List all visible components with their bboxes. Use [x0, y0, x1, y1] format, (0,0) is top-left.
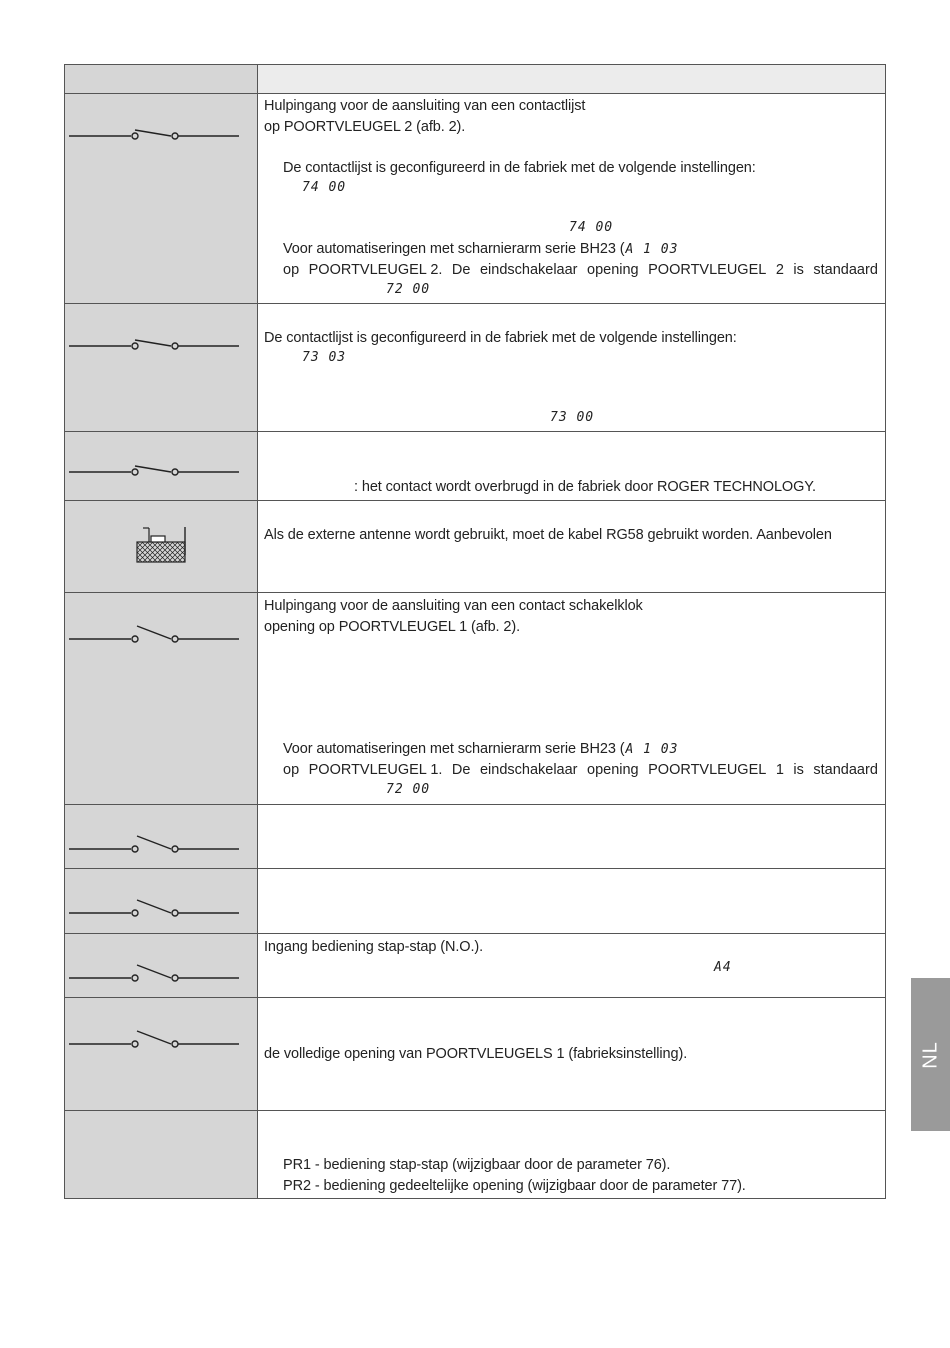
no-contact-icon: [69, 623, 239, 647]
symbol-cell: [65, 934, 258, 997]
word: opening: [587, 762, 639, 778]
display-code: 74 00: [302, 180, 347, 195]
word: opening: [587, 262, 639, 278]
nc-contact-icon: [69, 124, 239, 144]
description-cell: [258, 998, 885, 1110]
word: standaard: [813, 762, 878, 778]
description-cell: [258, 432, 885, 500]
language-side-tab: [911, 978, 950, 1131]
table-header-row: [65, 65, 885, 93]
bh23-text: Voor automatiseringen met scharnierarm serie BH23 (A 1 03: [283, 741, 679, 757]
bh23-text: Voor automatiseringen met scharnierarm serie BH23 (A 1 03: [283, 241, 679, 257]
table-row: [65, 431, 885, 500]
word: De: [451, 262, 471, 278]
display-code: 73 03: [302, 350, 347, 365]
table-row: [65, 303, 885, 431]
word: eindschakelaar: [479, 762, 578, 778]
display-code: A 1 03: [625, 742, 679, 757]
terminal-table: [64, 64, 886, 1199]
symbol-cell: [65, 1111, 258, 1198]
table-row: [65, 933, 885, 997]
no-contact-icon: [69, 833, 239, 857]
word: 1: [775, 762, 784, 778]
factory-settings-text: De contactlijst is geconfigureerd in de fabriek met de volgende instellingen:: [264, 330, 737, 346]
description-cell: [258, 1111, 885, 1198]
display-code: 72 00: [386, 282, 431, 297]
word: standaard: [813, 262, 878, 278]
description-cell: [258, 501, 885, 592]
display-code: 73 00: [550, 410, 595, 425]
row-line: Hulpingang voor de aansluiting van een contact schakelklok: [264, 598, 643, 614]
word: POORTVLEUGEL: [648, 762, 767, 778]
header-cell-description: [258, 65, 885, 93]
description-cell: [258, 934, 885, 997]
symbol-cell: [65, 998, 258, 1110]
table-row: [65, 1110, 885, 1198]
display-code: 74 00: [569, 220, 614, 235]
row-line: Hulpingang voor de aansluiting van een contactlijst: [264, 98, 586, 114]
word: is: [793, 262, 804, 278]
display-code: A 1 03: [625, 242, 679, 257]
nc-contact-icon: [69, 334, 239, 354]
word: POORTVLEUGEL 2.: [308, 262, 443, 278]
language-label: NL: [919, 1040, 941, 1069]
symbol-cell: [65, 501, 258, 592]
factory-settings-text: De contactlijst is geconfigureerd in de fabriek met de volgende instellingen:: [283, 160, 756, 176]
table-row: [65, 868, 885, 933]
row-text: Als de externe antenne wordt gebruikt, moet de kabel RG58 gebruikt worden. Aanbevolen: [264, 527, 832, 543]
antenna-icon: [135, 525, 191, 565]
word: is: [793, 762, 804, 778]
row-text: Ingang bediening stap-stap (N.O.).: [264, 939, 484, 955]
symbol-cell: [65, 869, 258, 933]
symbol-cell: [65, 432, 258, 500]
description-cell: [258, 869, 885, 933]
symbol-cell: [65, 94, 258, 303]
table-row: [65, 997, 885, 1110]
display-code: A4: [714, 960, 732, 975]
word: 2: [775, 262, 784, 278]
row-text: de volledige opening van POORTVLEUGELS 1 (fabrieksinstelling).: [264, 1046, 688, 1062]
justified-line: [283, 760, 878, 781]
table-row: [65, 804, 885, 868]
row-line: op POORTVLEUGEL 2 (afb. 2).: [264, 119, 466, 135]
word: eindschakelaar: [479, 262, 578, 278]
word: POORTVLEUGEL: [648, 262, 767, 278]
word: op: [283, 762, 300, 778]
row-line: opening op POORTVLEUGEL 1 (afb. 2).: [264, 619, 521, 635]
no-contact-icon: [69, 1028, 239, 1052]
description-cell: [258, 94, 885, 303]
symbol-cell: [65, 304, 258, 431]
no-contact-icon: [69, 897, 239, 921]
word: POORTVLEUGEL 1.: [308, 762, 443, 778]
justified-line: [283, 260, 878, 281]
word: De: [451, 762, 471, 778]
word: op: [283, 262, 300, 278]
no-contact-icon: [69, 962, 239, 986]
description-cell: [258, 805, 885, 868]
display-code: 72 00: [386, 782, 431, 797]
table-row: [65, 93, 885, 303]
symbol-cell: [65, 805, 258, 868]
description-cell: [258, 593, 885, 804]
nc-contact-icon: [69, 460, 239, 480]
pr1-text: PR1 - bediening stap-stap (wijzigbaar door de parameter 76).: [283, 1157, 671, 1173]
header-cell-symbol: [65, 65, 258, 93]
pr2-text: PR2 - bediening gedeeltelijke opening (wijzigbaar door de parameter 77).: [283, 1178, 746, 1194]
table-row: [65, 592, 885, 804]
description-cell: [258, 304, 885, 431]
table-row: [65, 500, 885, 592]
symbol-cell: [65, 593, 258, 804]
row-text: : het contact wordt overbrugd in de fabriek door ROGER TECHNOLOGY.: [354, 479, 816, 495]
